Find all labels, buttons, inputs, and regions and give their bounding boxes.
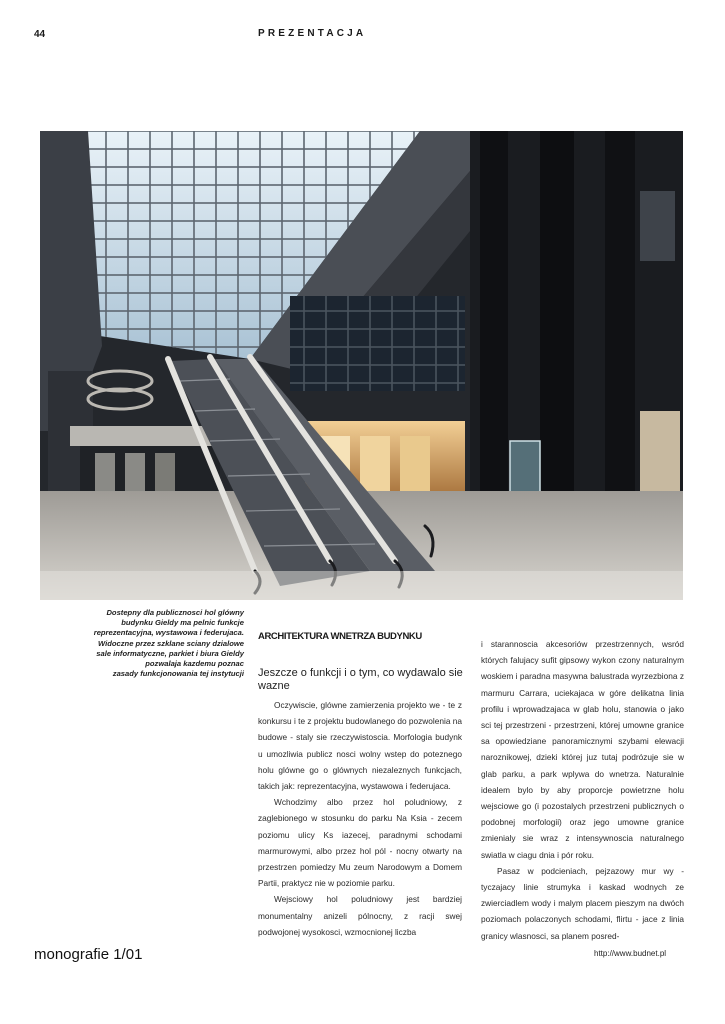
footer-brand: monografie 1/01 (34, 946, 143, 963)
article-column-right (481, 636, 684, 944)
caption-line: sale informatyczne, parkiet i biura Gieldy (96, 648, 244, 658)
caption-line: pozwalaja kazdemu poznac (145, 659, 244, 669)
article-heading: ARCHITEKTURA WNETRZA BUDYNKU (258, 631, 422, 642)
paragraph: Oczywiscie, glówne zamierzenia projekto we - te z konkursu i te z projektu budowlanego do pozwolenia na budowe - staly sie rzeczywistoscia. Morfologia budynk u umozliwia publicz nosci wolny wstep do poteznego holu glówne go o glównych niezaleznych funkcjach, takich jak: reprezentacyjna, wystawowa i federujaca. (258, 700, 462, 792)
caption-line: zasady funkcjonowania tej instytucji (112, 669, 244, 679)
atrium-photo (40, 131, 683, 600)
article-column-left (258, 697, 462, 940)
paragraph: Wchodzimy albo przez hol poludniowy, z zaglebionego w stosunku do parku Na Ksia - zecem poziomu ulicy Ks iazecej, paradnymi schodami marmurowymi, albo przez hol pól - nocny otwarty na przestrzen pomiedzy Mu zeum Narodowym a Domem Partii, praktycz nie w poziomie parku. (258, 797, 462, 889)
caption-line: Widoczne przez szklane sciany dzialowe (98, 638, 244, 648)
caption-line: reprezentacyjna, wystawowa i federujaca. (93, 628, 244, 638)
article-subheading: Jeszcze o funkcji i o tym, co wydawalo sie wazne (258, 667, 463, 692)
paragraph: i starannoscia akcesoriów przestrzennych, wsród których falujacy sufit gipsowy wykon czony naturalnym woskiem i paradna masywna balustrada wyrzezbiona z marmuru Carrara, uciekajaca w góre delikatna linia profilu i wprowadzajaca w glab holu, stanowia o jako sci tej przestrzeni - przestrzeni, której umowne granice sa opowiedziane panoramicznymi szybami elewacji naroznikowej, dzieki której juz tutaj podrózuje sie w glab parku, a park wplywa do wnetrza. Naturalnie idealem bylo by aby proporcje powietrzne holu wejsciowe go (i pozostalych przestrzeni publicznych o podobnej morfologii) oraz jego umowne granice zmienialy sie wraz z intensywnoscia naturalnego swiatla w ciagu dnia i pór roku. (481, 639, 684, 860)
page-number: 44 (34, 29, 46, 40)
caption-line: budynku Gieldy ma pelnic funkcje (121, 618, 244, 628)
caption-line: Dostepny dla publicznosci hol glówny (106, 608, 244, 617)
paragraph: Wejsciowy hol poludniowy jest bardziej monumentalny anizeli pólnocny, z racji swej podwojonej wysokosci, wzmocnionej liczba (258, 894, 462, 937)
footer-url[interactable]: http://www.budnet.pl (594, 949, 667, 958)
section-title: PREZENTACJA (258, 28, 367, 39)
paragraph: Pasaz w podcieniach, pejzazowy mur wy - tyczajacy linie strumyka i kaskad wodnych ze zwierciadlem wody i malym placem pieszym na dwóch poziomach polaczonych schodami, flirtu - jace z linia granicy wlasnosci, sa planem posred- (481, 865, 684, 941)
photo-caption (58, 608, 244, 679)
